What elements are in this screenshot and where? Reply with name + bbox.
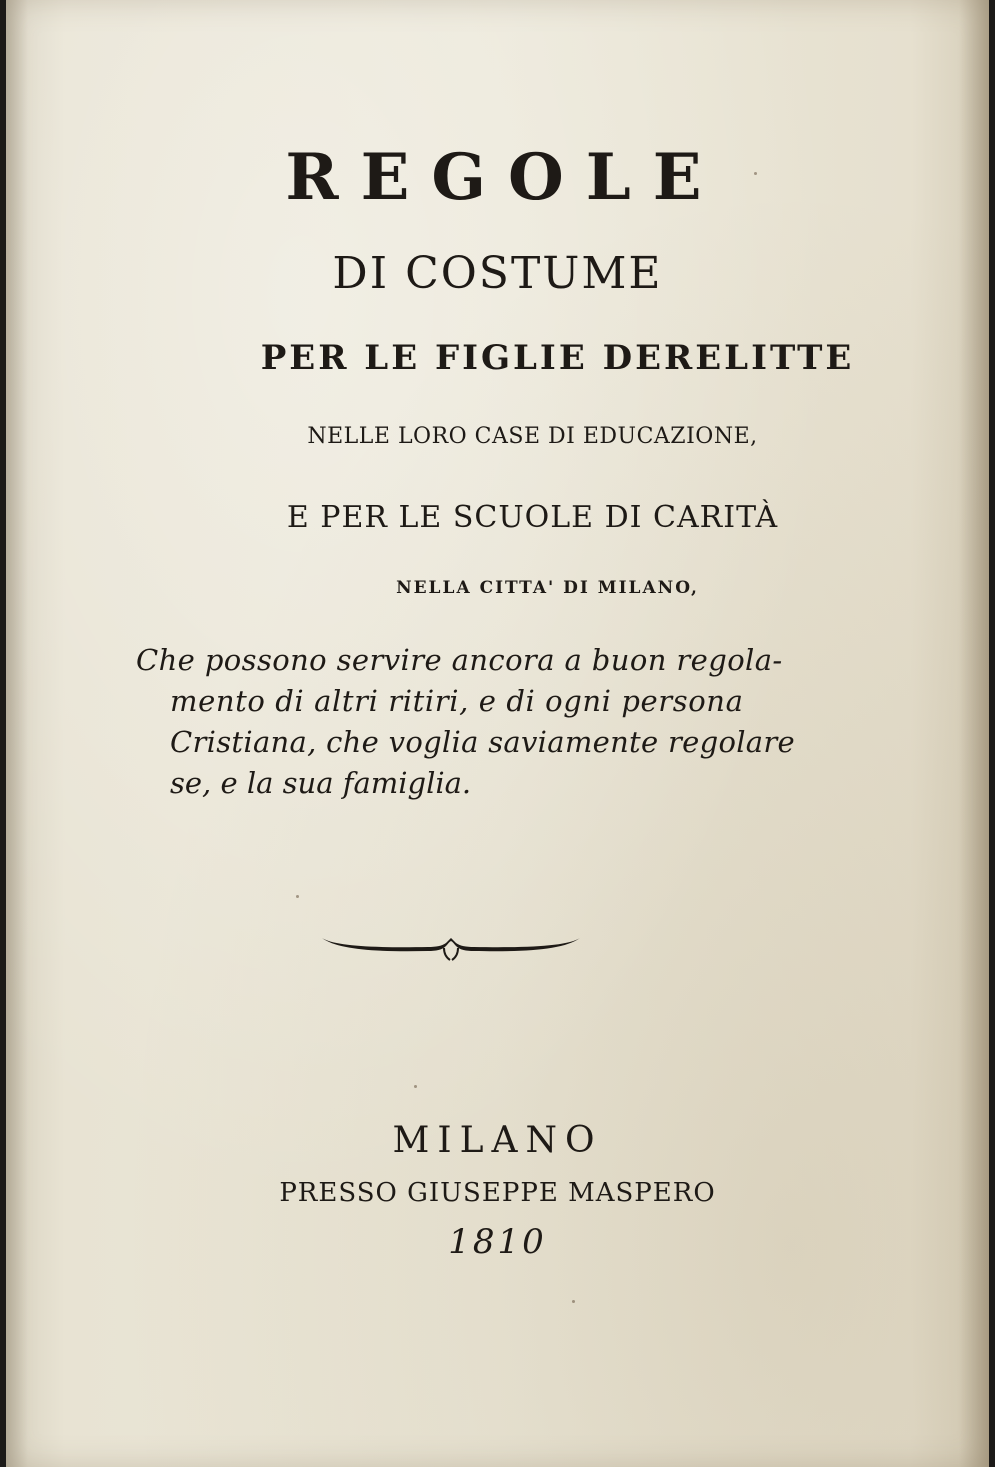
imprint-year: 1810 (448, 1222, 547, 1262)
subtitle-case-educazione: NELLE LORO CASE DI EDUCAZIONE, (307, 424, 758, 449)
paper-speck (572, 1300, 575, 1303)
description-line: Che possono servire ancora a buon regola- (136, 643, 783, 677)
subtitle-scuole-carita: E PER LE SCUOLE DI CARITÀ (286, 500, 779, 535)
subtitle-citta-milano: NELLA CITTA' DI MILANO, (396, 578, 699, 598)
subtitle-di-costume: DI COSTUME (332, 248, 663, 299)
rule-ornament-icon (318, 928, 584, 964)
imprint-city: MILANO (392, 1120, 603, 1161)
imprint-publisher: PRESSO GIUSEPPE MASPERO (279, 1178, 716, 1208)
description-line: Cristiana, che voglia saviamente regolare (170, 725, 796, 759)
paper-speck (414, 1085, 417, 1088)
paper-speck (754, 172, 757, 175)
title-page (6, 0, 989, 1467)
book-title: REGOLE (285, 140, 724, 215)
description-paragraph (136, 640, 796, 804)
description-line: se, e la sua famiglia. (170, 766, 472, 800)
subtitle-figlie-derelitte: PER LE FIGLIE DERELITTE (260, 338, 855, 378)
paper-speck (296, 895, 299, 898)
description-line: mento di altri ritiri, e di ogni persona (170, 684, 744, 718)
